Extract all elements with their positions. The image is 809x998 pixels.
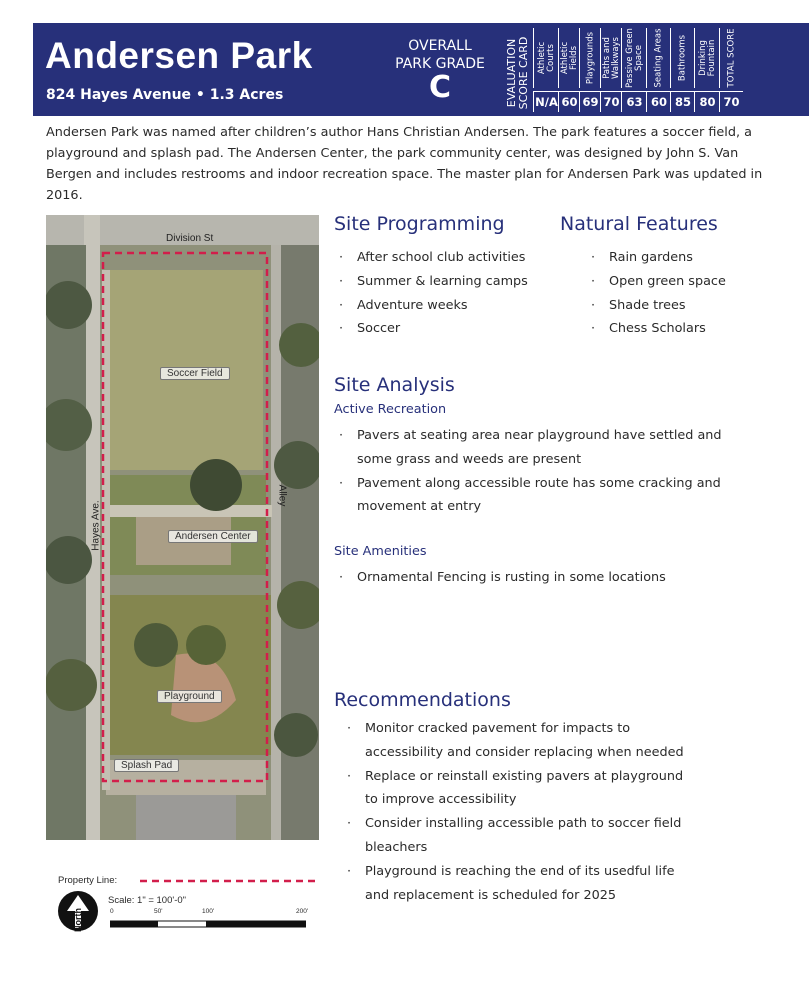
scale-label: Scale: 1" = 100'-0" (108, 895, 187, 906)
scorecard-value: 85 (670, 91, 695, 112)
north-label: North (73, 907, 83, 932)
aerial-map-graphic (46, 215, 319, 840)
map-label-andersen-center: Andersen Center (168, 530, 258, 543)
site-programming-item: · Adventure weeks (334, 294, 564, 318)
site-amenities-list (334, 566, 739, 590)
grade-label: OVERALL PARK GRADE (395, 38, 485, 72)
park-subtitle: 824 Hayes Avenue • 1.3 Acres (46, 87, 284, 103)
site-analysis-heading: Site Analysis (334, 374, 455, 396)
recommendation-item: · Replace or reinstall existing pavers at playground to improve accessibility (342, 765, 692, 813)
site-programming-item: · After school club activities (334, 246, 564, 270)
site-programming-list (334, 246, 564, 341)
intro-paragraph: Andersen Park was named after children’s author Hans Christian Andersen. The park features a soccer field, a playground and splash pad. The Andersen Center, the park community center, was designed by John S. Van Bergen and includes restrooms and indoor recreation space. The master plan for Andersen Park was updated in 2016. (46, 125, 763, 203)
map-label-splash-pad: Splash Pad (114, 759, 179, 772)
active-recreation-heading: Active Recreation (334, 402, 447, 417)
scorecard-category: Seating Areas (646, 28, 671, 88)
scorecard-value: 70 (719, 91, 743, 112)
scorecard-value: N/A (533, 91, 559, 112)
scale-tick: 200' (296, 908, 309, 915)
scorecard-value: 60 (558, 91, 580, 112)
recommendations-heading: Recommendations (334, 689, 511, 711)
site-amenities-item: · Ornamental Fencing is rusting in some locations (334, 566, 739, 590)
active-recreation-list (334, 424, 739, 519)
natural-features-item: · Open green space (586, 270, 786, 294)
scorecard-category: Drinking Fountain (694, 28, 720, 88)
natural-features-heading: Natural Features (560, 213, 718, 235)
park-title: Andersen Park (45, 35, 313, 76)
street-label-hayes: Hayes Ave. (90, 500, 102, 551)
property-line-swatch (140, 877, 320, 885)
aerial-map (46, 215, 319, 840)
natural-features-item: · Chess Scholars (586, 317, 786, 341)
active-recreation-item: · Pavers at seating area near playground have settled and some grass and weeds are present (334, 424, 739, 472)
natural-features-item: · Rain gardens (586, 246, 786, 270)
park-grade: C (428, 70, 452, 105)
recommendation-item: · Monitor cracked pavement for impacts to accessibility and consider replacing when needed (342, 717, 692, 765)
scorecard-category: Bathrooms (670, 28, 695, 88)
map-label-soccer-field: Soccer Field (160, 367, 230, 380)
scorecard-value: 60 (646, 91, 671, 112)
street-label-division: Division St (166, 233, 214, 244)
map-label-playground: Playground (157, 690, 222, 703)
scorecard-category: Athletic Courts (533, 28, 559, 88)
scorecard-value: 63 (621, 91, 647, 112)
scorecard-category: Athletic Fields (558, 28, 580, 88)
site-amenities-heading: Site Amenities (334, 544, 427, 559)
header-banner (33, 23, 809, 116)
scale-bar (110, 919, 306, 929)
scorecard-category: TOTAL SCORE (719, 28, 743, 88)
scorecard-title: EVALUATION SCORE CARD (505, 36, 530, 110)
scorecard-value: 69 (579, 91, 601, 112)
scorecard-value: 80 (694, 91, 720, 112)
scorecard-value: 70 (600, 91, 622, 112)
site-programming-heading: Site Programming (334, 213, 505, 235)
scorecard-category: Paths and Walkways (600, 28, 622, 88)
recommendation-item: · Playground is reaching the end of its usedful life and replacement is scheduled for 2025 (342, 860, 692, 908)
natural-features-item: · Shade trees (586, 294, 786, 318)
scale-tick: 0 (110, 908, 114, 915)
scale-tick: 50' (154, 908, 163, 915)
site-programming-item: · Soccer (334, 317, 564, 341)
recommendations-list (342, 717, 692, 907)
site-programming-item: · Summer & learning camps (334, 270, 564, 294)
property-line-label: Property Line: (58, 875, 118, 886)
scorecard-category: Passive Green Space (621, 28, 647, 88)
scorecard-category: Playgrounds (579, 28, 601, 88)
street-label-alley: Alley (276, 484, 288, 507)
recommendation-item: · Consider installing accessible path to soccer field bleachers (342, 812, 692, 860)
scale-tick: 100' (202, 908, 215, 915)
active-recreation-item: · Pavement along accessible route has some cracking and movement at entry (334, 472, 739, 520)
natural-features-list (586, 246, 786, 341)
